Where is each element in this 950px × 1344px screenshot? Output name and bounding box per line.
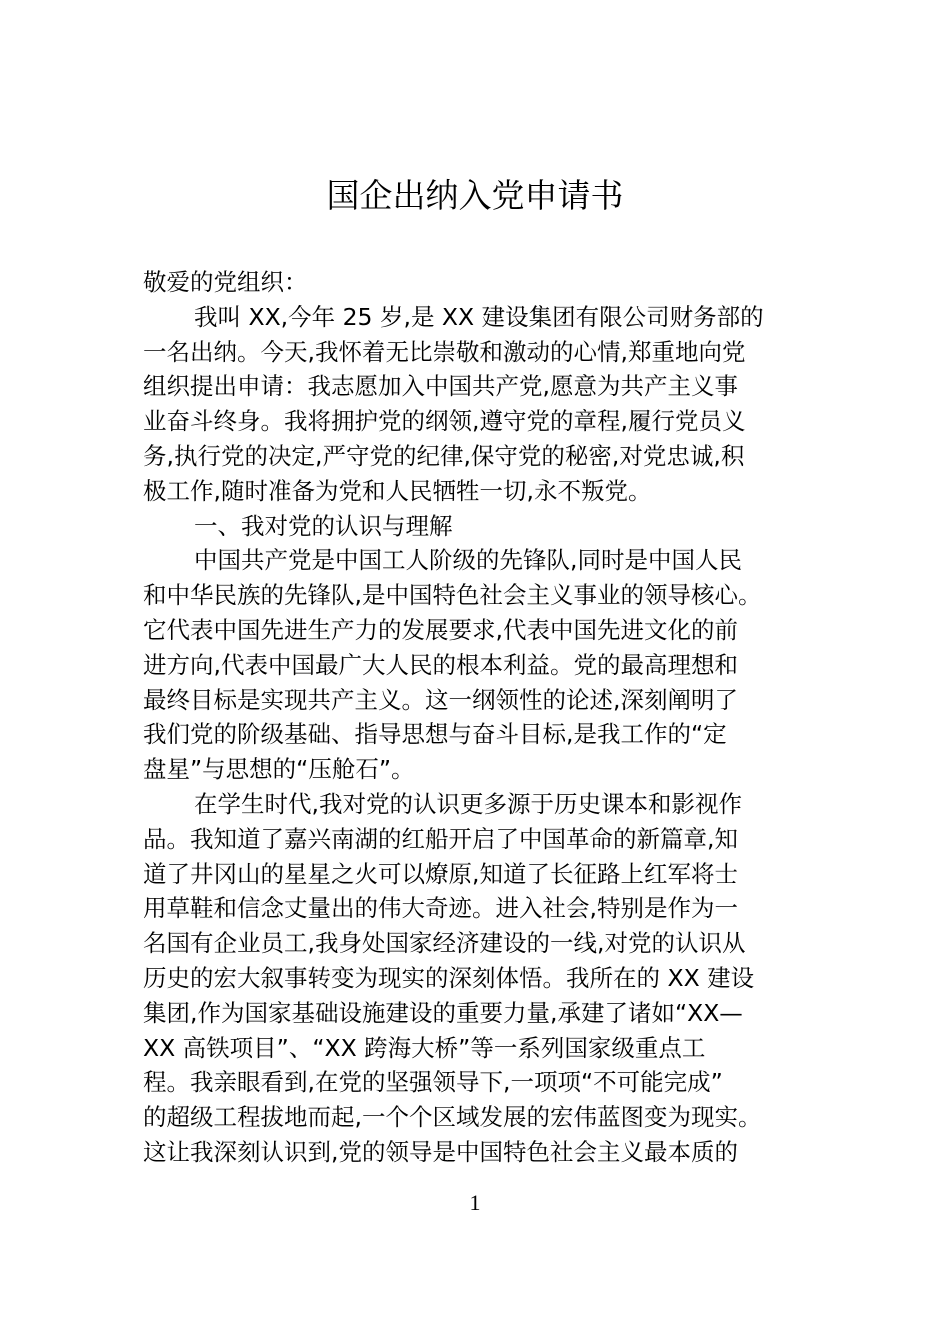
paragraph-line: 业奋斗终身。我将拥护党的纲领,遵守党的章程,履行党员义 — [143, 407, 746, 436]
paragraph-line: 盘星”与思想的“压舱石”。 — [143, 755, 415, 784]
paragraph-line: 组织提出申请：我志愿加入中国共产党,愿意为共产主义事 — [143, 372, 738, 401]
paragraph-line: 一名出纳。今天,我怀着无比崇敬和激动的心情,郑重地向党 — [143, 337, 746, 366]
paragraph-line: 集团,作为国家基础设施建设的重要力量,承建了诸如“XX— — [143, 998, 743, 1027]
paragraph-line: 用草鞋和信念丈量出的伟大奇迹。进入社会,特别是作为一 — [143, 894, 738, 923]
paragraph-line: 我们党的阶级基础、指导思想与奋斗目标,是我工作的“定 — [143, 720, 727, 749]
paragraph-line: 这让我深刻认识到,党的领导是中国特色社会主义最本质的 — [143, 1137, 738, 1166]
document-body — [143, 265, 823, 1170]
paragraph-line: 程。我亲眼看到,在党的坚强领导下,一项项“不可能完成” — [143, 1068, 723, 1097]
paragraph-line: 历史的宏大叙事转变为现实的深刻体悟。我所在的 XX 建设 — [143, 963, 755, 992]
salutation: 敬爱的党组织： — [143, 268, 308, 296]
section-heading: 一、我对党的认识与理解 — [194, 511, 453, 540]
document-title: 国企出纳入党申请书 — [326, 176, 624, 215]
paragraph-line: 名国有企业员工,我身处国家经济建设的一线,对党的认识从 — [143, 929, 746, 958]
paragraph-line: 务,执行党的决定,严守党的纪律,保守党的秘密,对党忠诚,积 — [143, 441, 745, 470]
paragraph-line: 道了井冈山的星星之火可以燎原,知道了长征路上红军将士 — [143, 859, 738, 888]
paragraph-line: 的超级工程拔地而起,一个个区域发展的宏伟蓝图变为现实。 — [143, 1103, 762, 1132]
paragraph-line: 中国共产党是中国工人阶级的先锋队,同时是中国人民 — [194, 546, 742, 575]
page-number: 1 — [469, 1190, 481, 1215]
paragraph-line: 在学生时代,我对党的认识更多源于历史课本和影视作 — [194, 789, 742, 818]
paragraph-line: 和中华民族的先锋队,是中国特色社会主义事业的领导核心。 — [143, 581, 762, 610]
paragraph-line: 最终目标是实现共产主义。这一纲领性的论述,深刻阐明了 — [143, 685, 738, 714]
paragraph-line: XX 高铁项目”、“XX 跨海大桥”等一系列国家级重点工 — [143, 1033, 706, 1062]
paragraph-line: 品。我知道了嘉兴南湖的红船开启了中国革命的新篇章,知 — [143, 824, 738, 853]
paragraph-line: 我叫 XX,今年 25 岁,是 XX 建设集团有限公司财务部的 — [194, 302, 764, 331]
paragraph-line: 它代表中国先进生产力的发展要求,代表中国先进文化的前 — [143, 615, 738, 644]
paragraph-line: 进方向,代表中国最广大人民的根本利益。党的最高理想和 — [143, 650, 738, 679]
paragraph-line: 极工作,随时准备为党和人民牺牲一切,永不叛党。 — [143, 476, 652, 505]
